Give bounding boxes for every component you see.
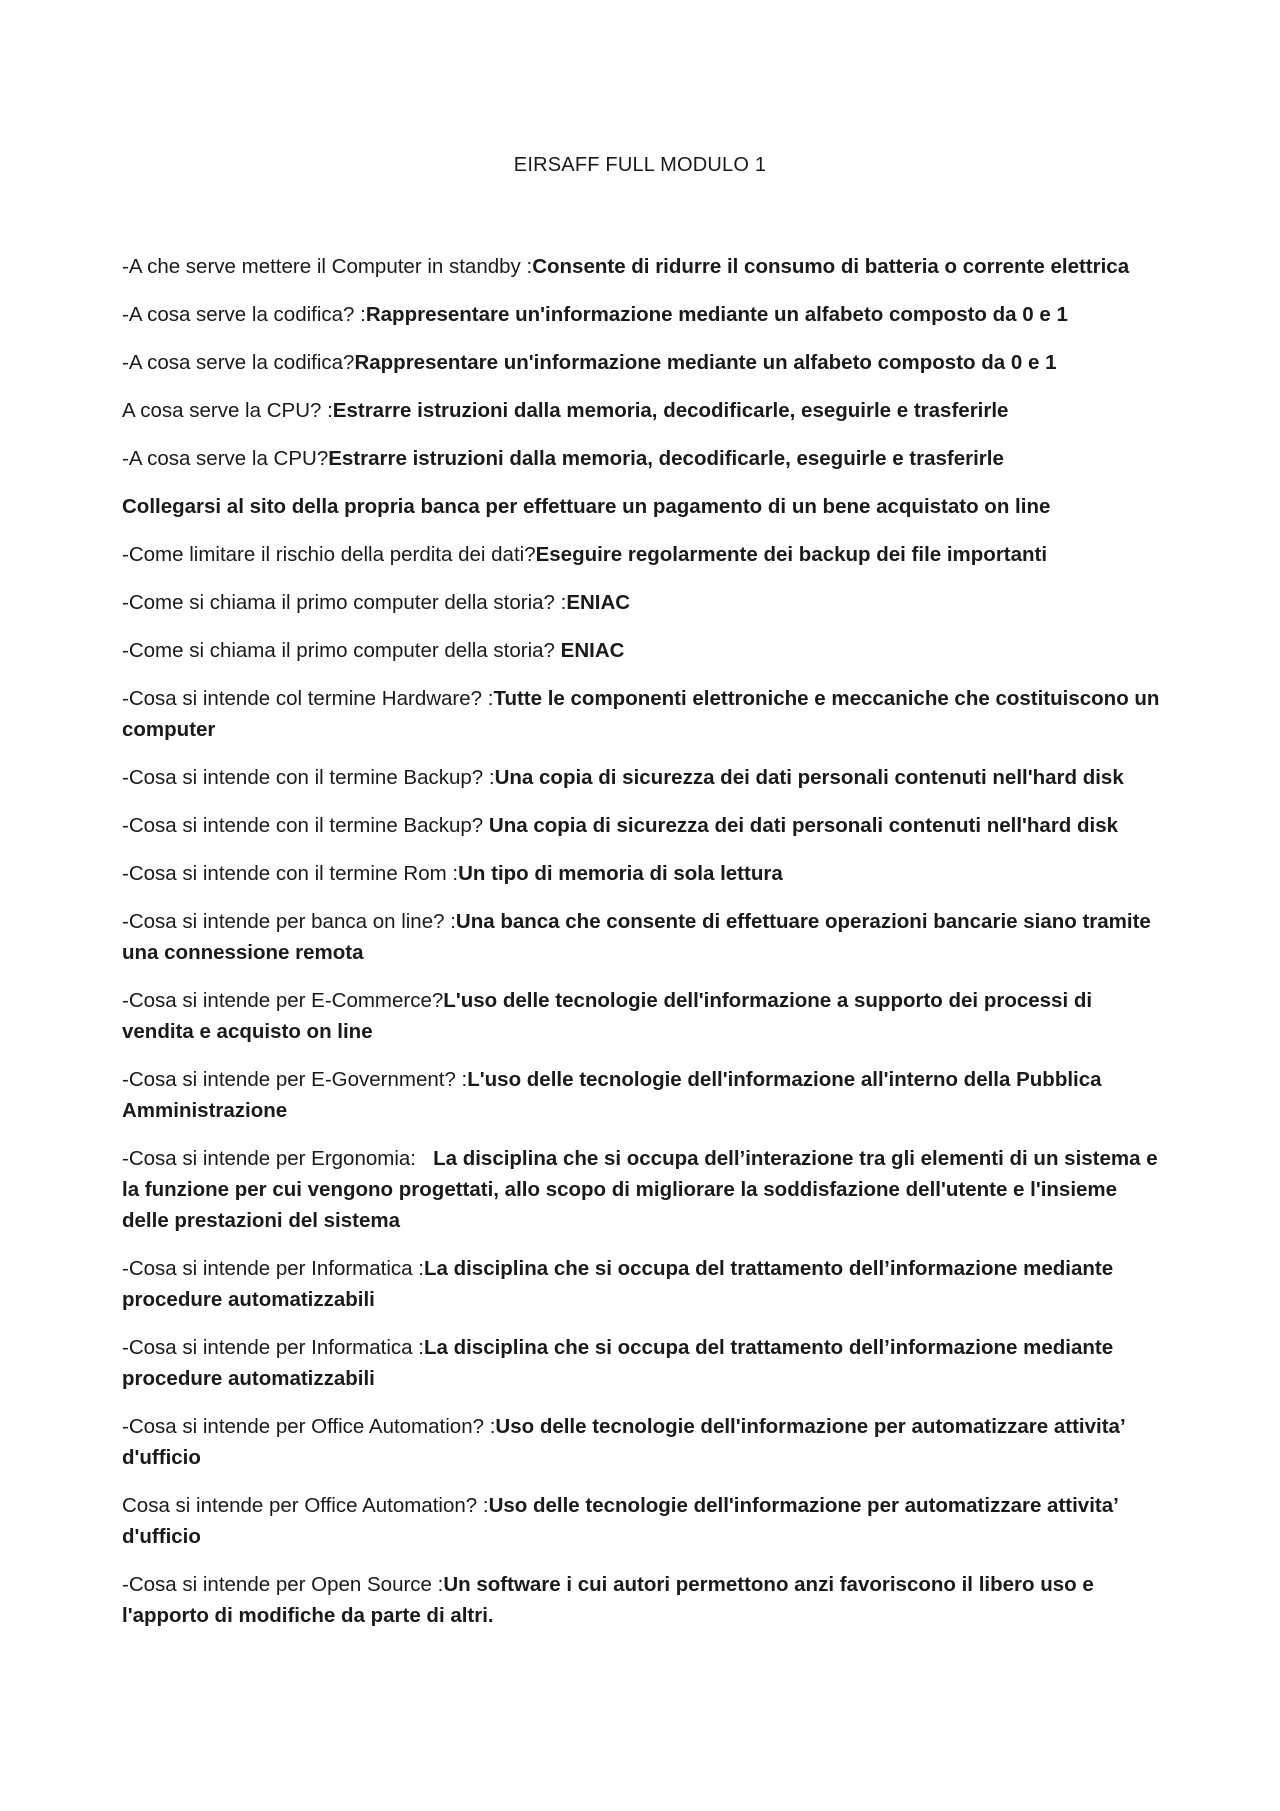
answer-text: L'uso delle tecnologie dell'informazione a supporto dei processi di vendita e acquisto on line — [122, 989, 1093, 1043]
qa-item — [122, 683, 1162, 745]
answer-text: La disciplina che si occupa del trattamento dell’informazione mediante procedure automatizzabili — [122, 1257, 1114, 1311]
answer-text: Eseguire regolarmente dei backup dei file importanti — [535, 543, 1048, 566]
answer-text: ENIAC — [560, 639, 625, 662]
answer-text: Collegarsi al sito della propria banca per effettuare un pagamento di un bene acquistato on line — [122, 495, 1051, 518]
answer-text: Un software i cui autori permettono anzi favoriscono il libero uso e l'apporto di modifiche da parte di altri. — [122, 1573, 1094, 1627]
document-title: EIRSAFF FULL MODULO 1 — [513, 154, 767, 176]
answer-text: Tutte le componenti elettroniche e meccaniche che costituiscono un computer — [122, 687, 1160, 741]
question-text: -Cosa si intende per banca on line? : — [122, 910, 456, 933]
qa-item — [122, 443, 1162, 474]
answer-text: La disciplina che si occupa del trattamento dell’informazione mediante procedure automatizzabili — [122, 1336, 1114, 1390]
qa-item — [122, 1064, 1162, 1126]
question-text: -Cosa si intende per Open Source : — [122, 1573, 444, 1596]
answer-text: ENIAC — [566, 591, 631, 614]
qa-item — [122, 1253, 1162, 1315]
qa-item — [122, 299, 1162, 330]
question-text: -Come si chiama il primo computer della storia? — [122, 639, 561, 662]
qa-item — [122, 906, 1162, 968]
qa-item — [122, 1143, 1162, 1236]
answer-text: Una copia di sicurezza dei dati personali contenuti nell'hard disk — [494, 766, 1124, 789]
question-text: -Cosa si intende per Informatica : — [122, 1336, 424, 1359]
answer-text: Rappresentare un'informazione mediante un alfabeto composto da 0 e 1 — [354, 351, 1057, 374]
qa-item — [122, 491, 1162, 522]
qa-list — [122, 251, 1162, 1648]
question-text: -Come limitare il rischio della perdita dei dati? — [122, 543, 536, 566]
question-text: -Cosa si intende col termine Hardware? : — [122, 687, 494, 710]
question-text: -Cosa si intende per Informatica : — [122, 1257, 424, 1280]
answer-text: Una copia di sicurezza dei dati personali contenuti nell'hard disk — [488, 814, 1119, 837]
qa-item — [122, 539, 1162, 570]
question-text: -Cosa si intende con il termine Backup? : — [122, 766, 495, 789]
qa-item — [122, 347, 1162, 378]
question-text: -Come si chiama il primo computer della storia? : — [122, 591, 567, 614]
question-text: -Cosa si intende per Office Automation? : — [122, 1415, 496, 1438]
question-text: A cosa serve la CPU? : — [122, 399, 333, 422]
question-text: -Cosa si intende per E-Government? : — [122, 1068, 468, 1091]
qa-item — [122, 395, 1162, 426]
answer-text: Un tipo di memoria di sola lettura — [458, 862, 783, 885]
question-text: -A cosa serve la CPU? — [122, 447, 329, 470]
question-text: -A cosa serve la codifica? — [122, 351, 355, 374]
qa-item — [122, 1411, 1162, 1473]
answer-text: L'uso delle tecnologie dell'informazione all'interno della Pubblica Amministrazione — [122, 1068, 1102, 1122]
qa-item — [122, 762, 1162, 793]
qa-item — [122, 985, 1162, 1047]
qa-item — [122, 1332, 1162, 1394]
question-text: -Cosa si intende per E-Commerce? — [122, 989, 444, 1012]
answer-text: Estrarre istruzioni dalla memoria, decodificarle, eseguirle e trasferirle — [332, 399, 1009, 422]
answer-text: Estrarre istruzioni dalla memoria, decodificarle, eseguirle e trasferirle — [328, 447, 1004, 470]
question-text: -Cosa si intende per Ergonomia: — [122, 1147, 434, 1170]
question-text: -Cosa si intende con il termine Rom : — [122, 862, 459, 885]
qa-item — [122, 587, 1162, 618]
qa-item — [122, 1490, 1162, 1552]
question-text: -A che serve mettere il Computer in standby : — [122, 255, 533, 278]
answer-text: La disciplina che si occupa dell’interazione tra gli elementi di un sistema e la funzione per cui vengono progettati, allo scopo di migliorare la soddisfazione dell'utente e l'insieme delle prestazioni del sistema — [122, 1147, 1158, 1232]
answer-text: Consente di ridurre il consumo di batteria o corrente elettrica — [532, 255, 1130, 278]
question-text: -Cosa si intende con il termine Backup? — [122, 814, 489, 837]
answer-text: Uso delle tecnologie dell'informazione per automatizzare attivita’ d'ufficio — [122, 1494, 1118, 1548]
qa-item — [122, 1569, 1162, 1631]
answer-text: Uso delle tecnologie dell'informazione per automatizzare attivita’ d'ufficio — [122, 1415, 1125, 1469]
answer-text: Rappresentare un'informazione mediante un alfabeto composto da 0 e 1 — [365, 303, 1068, 326]
qa-item — [122, 858, 1162, 889]
qa-item — [122, 810, 1162, 841]
answer-text: Una banca che consente di effettuare operazioni bancarie siano tramite una connessione remota — [122, 910, 1151, 964]
qa-item — [122, 251, 1162, 282]
question-text: -A cosa serve la codifica? : — [122, 303, 366, 326]
question-text: Cosa si intende per Office Automation? : — [122, 1494, 489, 1517]
qa-item — [122, 635, 1162, 666]
